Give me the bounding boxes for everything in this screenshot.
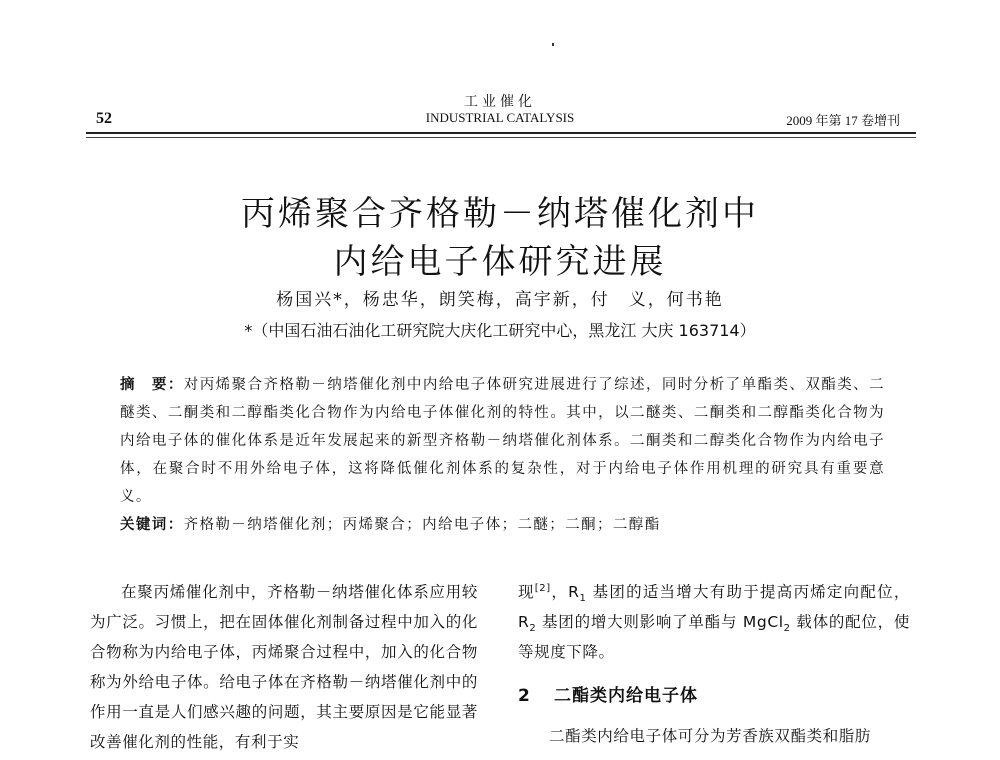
- section-number: 2: [518, 686, 531, 706]
- body-column-right: [518, 577, 910, 751]
- text-run: 载体的配位，使等规度下降。: [518, 613, 911, 661]
- page-number: 52: [96, 110, 112, 127]
- abstract-paragraph: [120, 371, 885, 511]
- subscript: 2: [529, 623, 537, 635]
- affiliation: *（中国石油石油化工研究院大庆化工研究中心，黑龙江 大庆 163714）: [244, 321, 756, 340]
- journal-title-cn: 工业催化: [464, 94, 536, 110]
- journal-title-en: INDUSTRIAL CATALYSIS: [425, 110, 575, 125]
- section-heading: [518, 681, 910, 711]
- text-run: 基团的适当增大有助于提高丙烯定向配位，R: [518, 583, 910, 631]
- author-list: 杨国兴*，杨忠华，朗笑梅，高宇新，付 义，何书艳: [276, 290, 724, 310]
- section-paragraph: 二酯类内给电子体可分为芳香族双酯类和脂肪: [549, 727, 872, 745]
- abstract-block: [120, 371, 885, 539]
- text-run: 基团的增大则影响了单酯与 MgCl: [536, 613, 784, 631]
- subscript: 1: [579, 593, 587, 605]
- abstract-text: 对丙烯聚合齐格勒－纳塔催化剂中内给电子体研究进展进行了综述，同时分析了单酯类、双酯类、二醚类、二酮类和二醇酯类化合物作为内给电子体催化剂的特性。其中，以二醚类、二酮类和二醇酯类化合物为内给电子体的催化体系是近年发展起来的新型齐格勒－纳塔催化剂体系。二酮类和二醇类化合物作为内给电子体，在聚合时不用外给电子体，这将降低催化剂体系的复杂性，对于内给电子体作用机理的研究具有重要意义。: [120, 377, 885, 505]
- body-column-left: [90, 577, 478, 757]
- header-rule-top: [86, 132, 916, 134]
- subscript: 2: [783, 623, 791, 635]
- scan-speck: [552, 43, 554, 46]
- article-title-line2: 内给电子体研究进展: [333, 242, 667, 282]
- header-rule-bottom: [86, 137, 916, 138]
- keywords-label: 关键词：: [120, 517, 184, 533]
- keywords-text: 齐格勒－纳塔催化剂；丙烯聚合；内给电子体；二醚；二酮；二醇酯: [183, 517, 661, 533]
- continued-paragraph: [518, 577, 910, 667]
- section-title: 二酯类内给电子体: [554, 686, 698, 706]
- text-run: ，R: [550, 583, 580, 601]
- citation-ref: [2]: [534, 582, 551, 594]
- issue-info: 2009 年第 17 卷增刊: [786, 113, 900, 128]
- article-title-line1: 丙烯聚合齐格勒－纳塔催化剂中: [241, 194, 759, 234]
- abstract-label: 摘 要：: [120, 377, 184, 393]
- keywords-line: [120, 511, 885, 539]
- text-run: 现: [518, 583, 535, 601]
- intro-paragraph: 在聚丙烯催化剂中，齐格勒－纳塔催化体系应用较为广泛。习惯上，把在固体催化剂制备过程中加入的化合物称为内给电子体，丙烯聚合过程中，加入的化合物称为外给电子体。给电子体在齐格勒－纳塔催化剂中的作用一直是人们感兴趣的问题，其主要原因是它能显著改善催化剂的性能，有利于实: [90, 583, 478, 751]
